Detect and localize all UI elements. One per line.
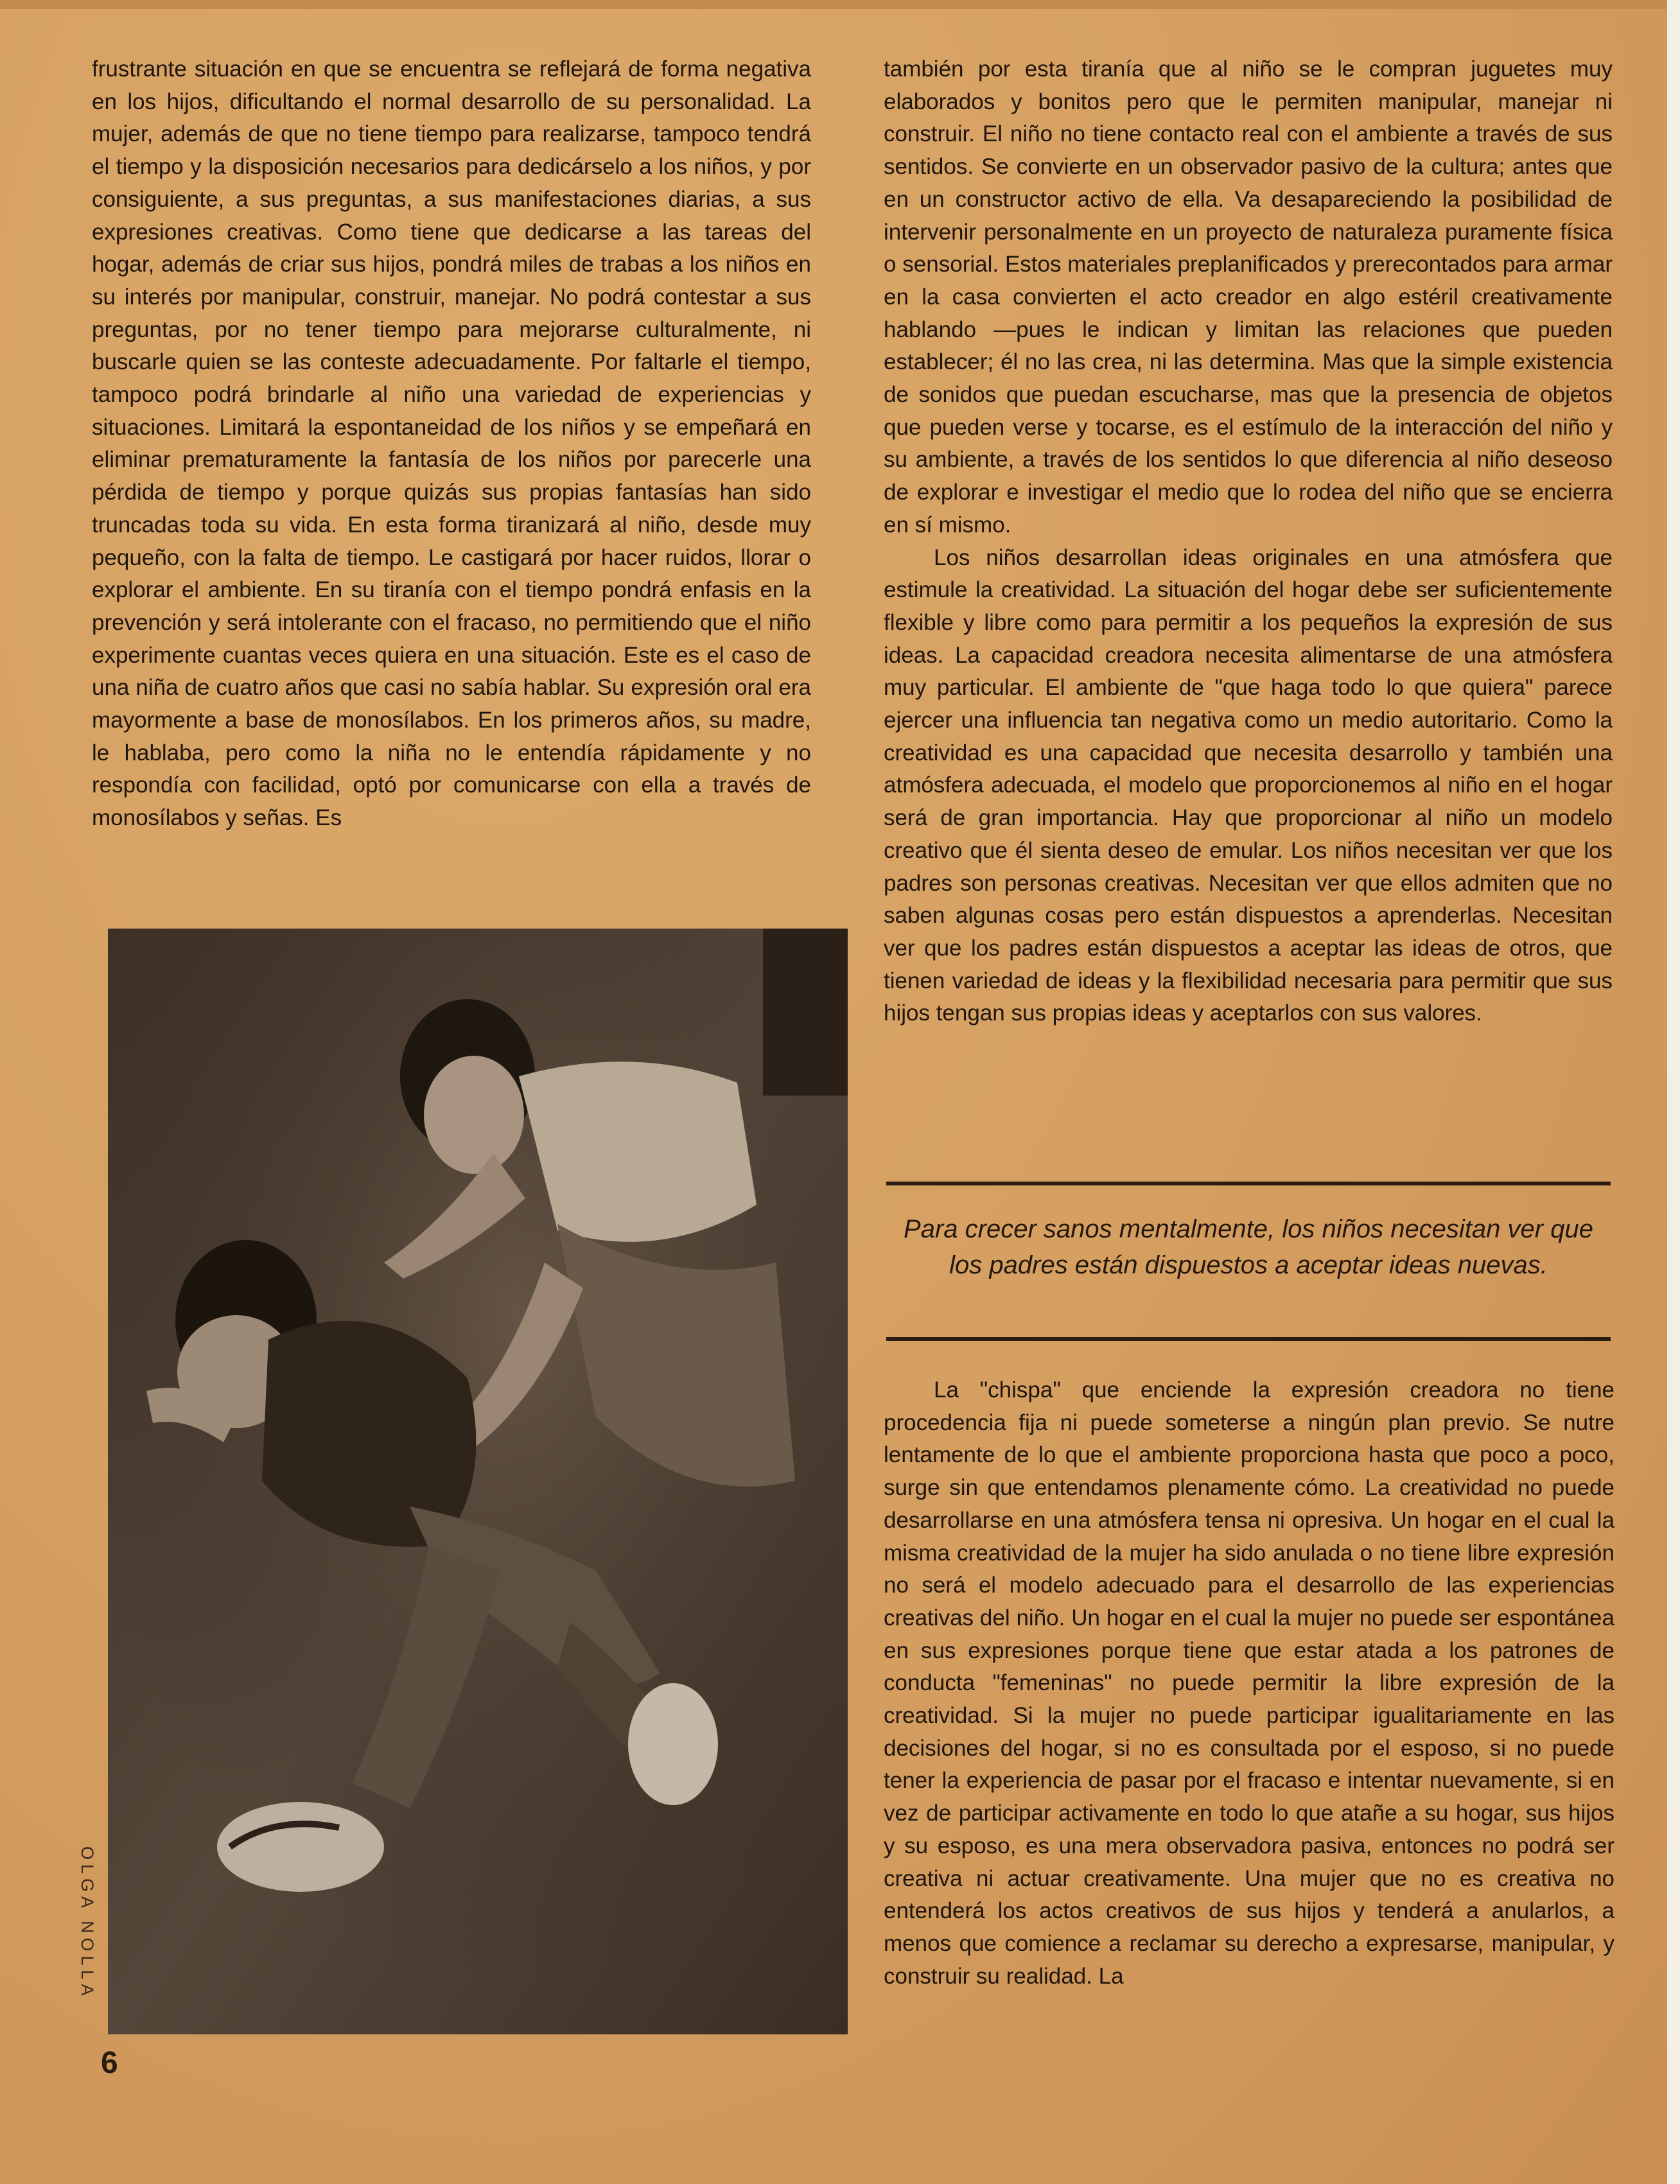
photo-credit: OLGA NOLLA [78,1846,97,2000]
right-column-text-bottom [884,1374,1614,1993]
photo-illustration [108,929,848,2034]
paper-top-edge [0,0,1680,9]
right-column-paragraph-3: La "chispa" que enciende la expresión creadora no tiene procedencia fija ni puede someterse a ningún plan previo. Se nutre lentamente de lo que el ambiente proporciona hasta que poco a poco, surge sin que entendamos plenamente cómo. La creatividad no puede desarrollarse en una atmósfera tensa ni opresiva. Un hogar en el cual la misma creatividad de la mujer ha sido anulada o no tiene libre expresión no será el modelo adecuado para el desarrollo de las experiencias creativas del niño. Un hogar en el cual la mujer no puede ser espontánea en sus expresiones porque tiene que estar atada a los patrones de conducta "femeninas" no puede permitir la libre expresión de la creatividad. Si la mujer no puede participar igualitariamente en las decisiones del hogar, si no es consultada por el esposo, si no puede tener la experiencia de pasar por el fracaso e intentar nuevamente, si en vez de participar activamente en todo lo que atañe a su hogar, sus hijos y su esposo, es una mera observadora pasiva, entonces no podrá ser creativa ni actuar creativamente. Una mujer que no es creativa no entenderá los actos creativos de sus hijos y tenderá a anularlos, a menos que comience a reclamar su derecho a expresarse, manipular, y construir su realidad. La [884,1377,1614,1989]
pull-quote-rule-bottom [886,1337,1611,1341]
right-column-paragraph-2: Los niños desarrollan ideas originales en una atmósfera que estimule la creatividad. La situación del hogar debe ser suficientemente flexible y libre como para permitir a los pequeños la expresión de sus ideas. La capacidad creadora necesita alimentarse de una atmósfera muy particular. El ambiente de "que haga todo lo que quiera" parece ejercer una influencia tan negativa como un medio autoritario. Como la creatividad es una capacidad que necesita desarrollo y también una atmósfera adecuada, el modelo que proporcionemos al niño en el hogar será de gran importancia. Hay que proporcionar al niño un modelo creativo que él sienta deseo de emular. Los niños necesitan ver que los padres son personas creativas. Necesitan ver que ellos admiten que no saben algunas cosas pero están dispuestos a aprenderlas. Necesitan ver que los padres están dispuestos a aceptar las ideas de otros, que tienen variedad de ideas y la flexibilidad necesaria para permitir que sus hijos tengan sus propias ideas y aceptarlos con sus valores. [884,545,1613,1026]
paper-right-edge [1667,0,1680,2184]
right-column-paragraph-1: también por esta tiranía que al niño se le compran juguetes muy elaborados y bonitos pero que le permiten manipular, manejar ni construir. El niño no tiene contacto real con el ambiente a través de sus sentidos. Se convierte en un observador pasivo de la cultura; antes que en un constructor activo de ella. Va desapareciendo la posibilidad de intervenir personalmente en un proyecto de naturaleza puramente física o sensorial. Estos materiales preplanificados y prerecontados para armar en la casa convierten el acto creador en algo estéril creativamente hablando —pues le indican y limitan las relaciones que pueden establecer; él no las crea, ni las determina. Mas que la simple existencia de sonidos que puedan escucharse, mas que la presencia de objetos que pueden verse y tocarse, es el estímulo de la interacción del niño y su ambiente, a través de los sentidos lo que diferencia al niño deseoso de explorar e investigar el medio que lo rodea del niño que se encierra en sí mismo. [884,57,1613,537]
right-column-text-top [884,53,1613,1030]
pull-quote-rule-top [886,1182,1611,1185]
pull-quote: Para crecer sanos mentalmente, los niños necesitan ver que los padres están dispuestos a aceptar ideas nuevas. [904,1215,1593,1279]
left-column-paragraph: frustrante situación en que se encuentra se reflejará de forma negativa en los hijos, dificultando el normal desarrollo de su personalidad. La mujer, además de que no tiene tiempo para realizarse, tampoco tendrá el tiempo y la disposición necesarios para dedicárselo a los niños, y por consiguiente, a sus preguntas, a sus manifestaciones diarias, a sus expresiones creativas. Como tiene que dedicarse a las tareas del hogar, además de criar sus hijos, pondrá miles de trabas a los niños en su interés por manipular, construir, manejar. No podrá contestar a sus preguntas, por no tener tiempo para mejorarse culturalmente, ni buscarle quien se las conteste adecuadamente. Por faltarle el tiempo, tampoco podrá brindarle al niño una variedad de experiencias y situaciones. Limitará la espontaneidad de los niños y se empeñará en eliminar prematuramente la fantasía de los niños por parecerle una pérdida de tiempo y porque quizás sus propias fantasías han sido truncadas toda su vida. En esta forma tiranizará al niño, desde muy pequeño, con la falta de tiempo. Le castigará por hacer ruidos, llorar o explorar el ambiente. En su tiranía con el tiempo pondrá enfasis en la prevención y será intolerante con el fracaso, no permitiendo que el niño experimente cuantas veces quiera en una situación. Este es el caso de una niña de cuatro años que casi no sabía hablar. Su expresión oral era mayormente a base de monosílabos. En los primeros años, su madre, le hablaba, pero como la niña no le entendía rápidamente y no respondía con facilidad, optó por comunicarse con ella a través de monosílabos y señas. Es [92,57,811,831]
photo-children-playing [108,929,848,2034]
left-column-text [92,53,811,835]
page-number: 6 [101,2046,118,2080]
